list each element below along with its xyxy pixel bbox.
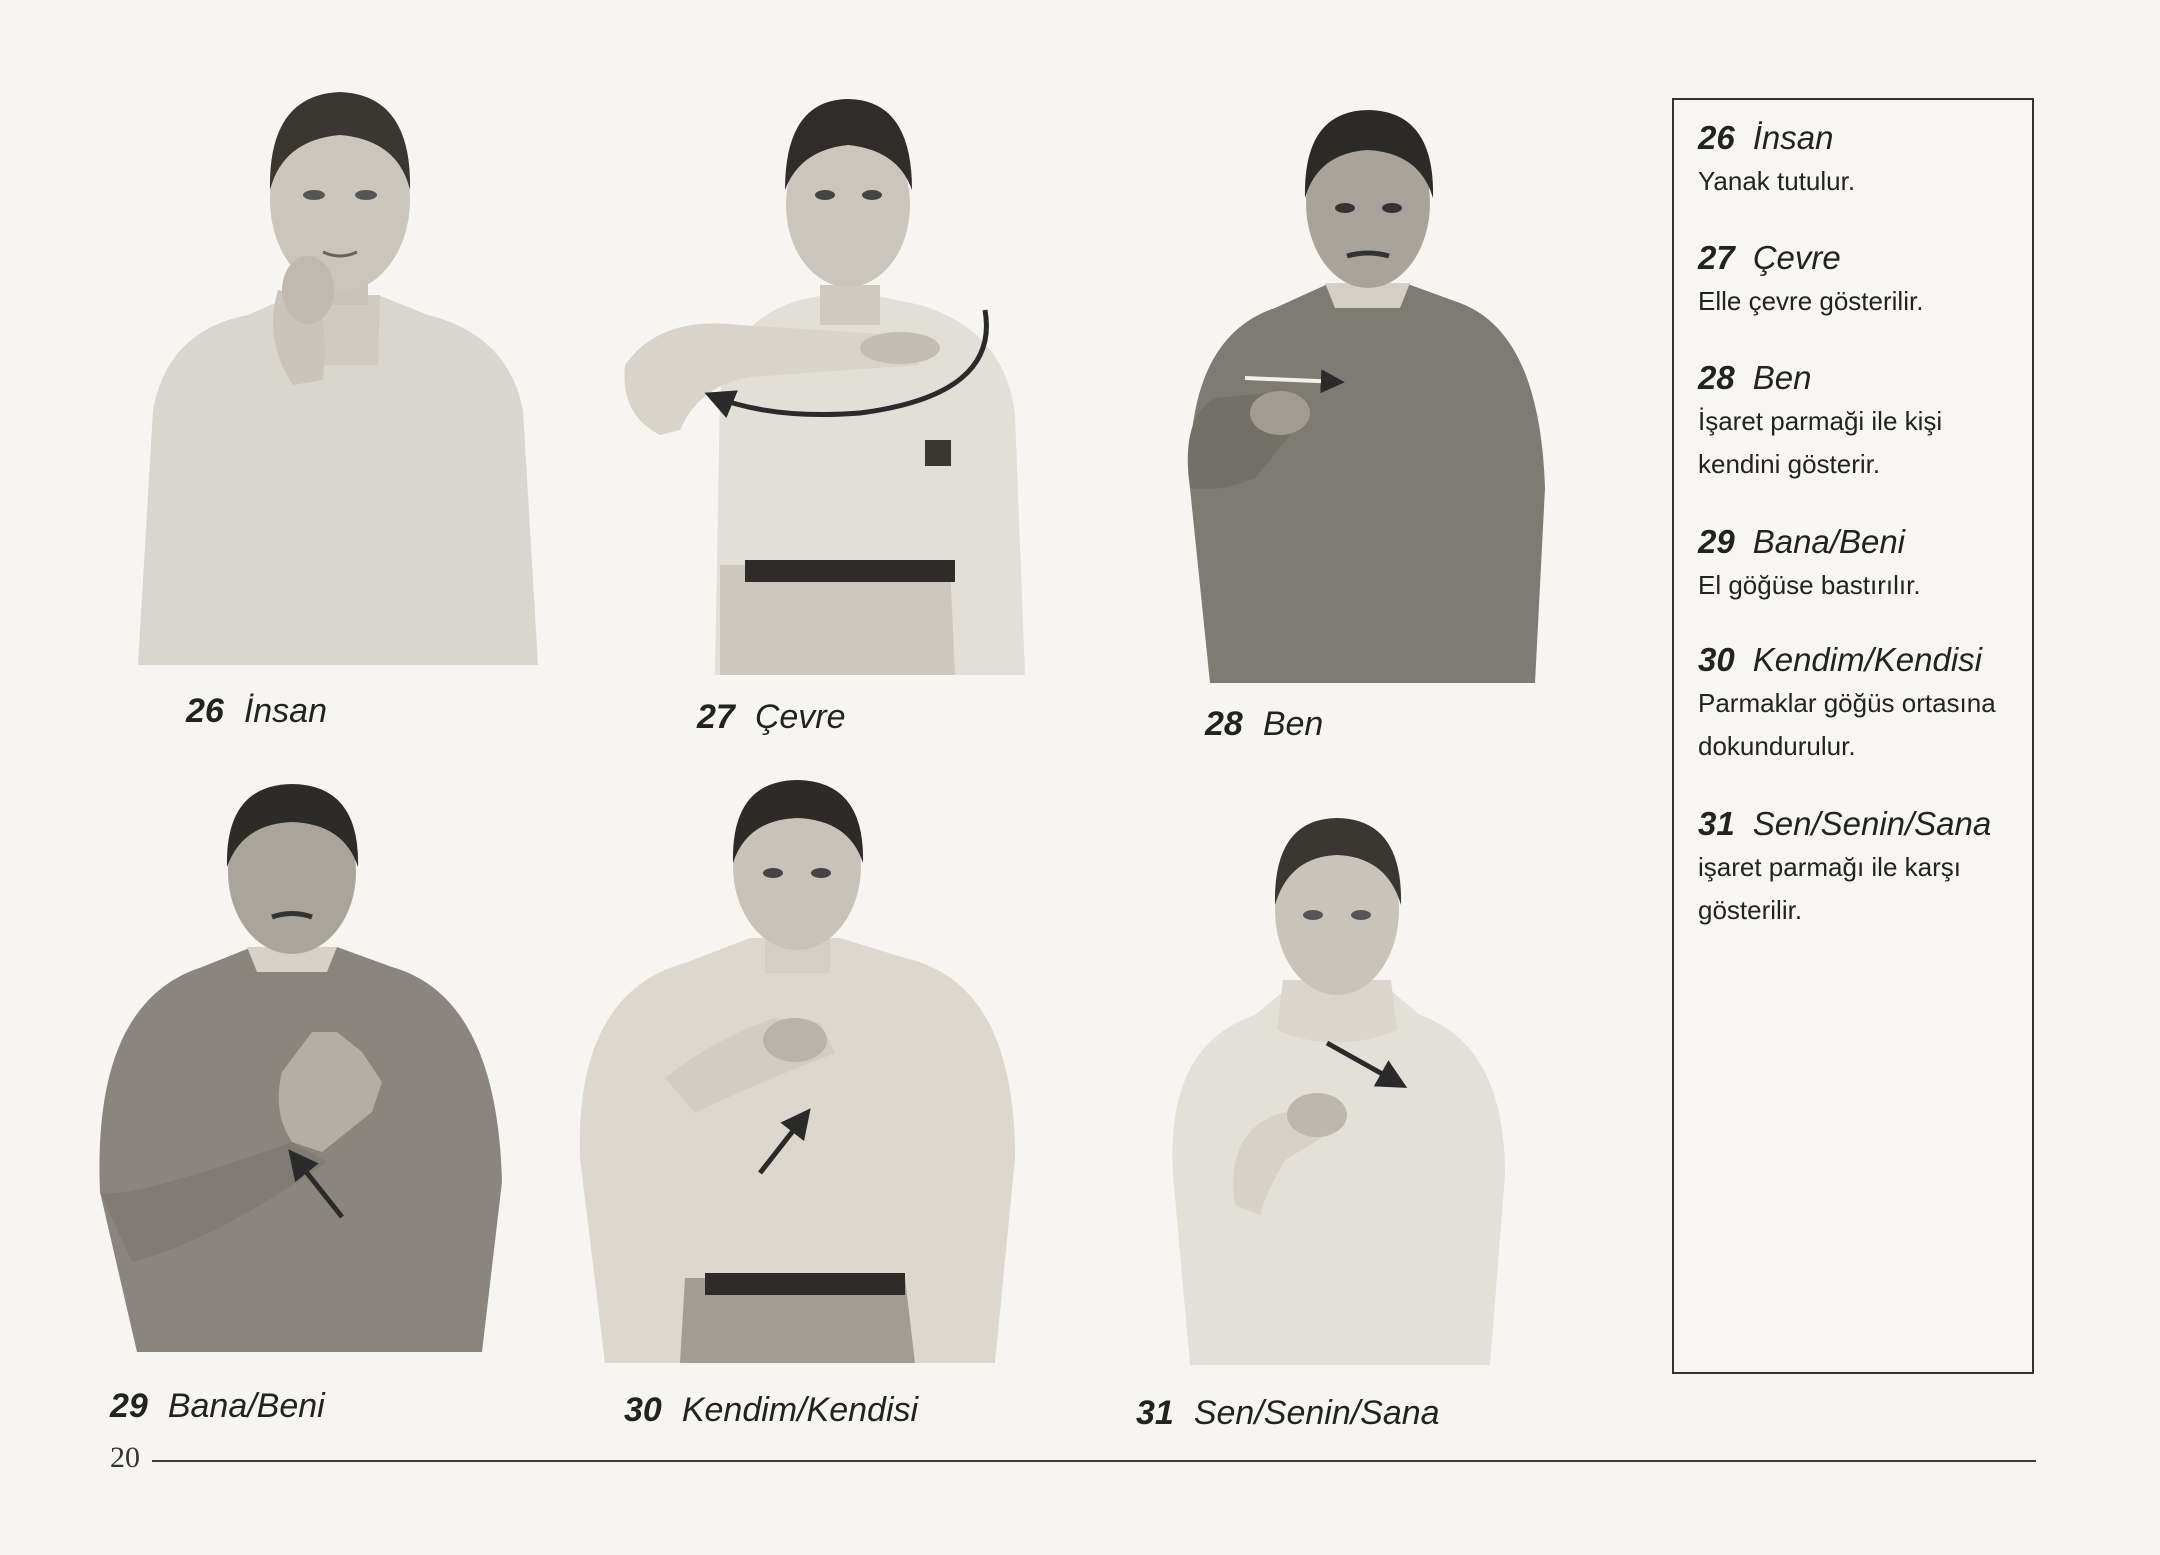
legend-entry-title: 27 Çevre (1698, 239, 1841, 276)
photo-caption: 31 Sen/Senin/Sana (1136, 1394, 1440, 1432)
person-illustration (128, 80, 548, 665)
page-number: 20 (110, 1441, 140, 1474)
person-illustration (1175, 108, 1555, 683)
legend-entry (1698, 358, 2028, 486)
legend-entry (1698, 804, 2028, 932)
legend-entry-title: 31 Sen/Senin/Sana (1698, 805, 1992, 842)
legend-entry (1698, 238, 2028, 323)
person-illustration (1165, 815, 1510, 1365)
legend-box (1672, 98, 2034, 1374)
legend-entry-description: El göğüse bastırılır. (1698, 570, 1921, 600)
person-illustration (575, 778, 1020, 1363)
photo-29-bana-beni (92, 782, 504, 1352)
footer-rule (152, 1460, 2036, 1462)
legend-entry (1698, 640, 2028, 768)
legend-entry-title: 29 Bana/Beni (1698, 523, 1906, 560)
photo-31-sen-senin-sana (1165, 815, 1510, 1365)
photo-caption: 26 İnsan (186, 692, 328, 730)
person-illustration (92, 782, 504, 1352)
photo-27-cevre (620, 95, 1030, 675)
legend-entry-title: 28 Ben (1698, 359, 1812, 396)
legend-entry-title: 30 Kendim/Kendisi (1698, 641, 1983, 678)
legend-entry-description: İşaret parmaği ile kişi kendini gösterir. (1698, 406, 1943, 479)
photo-caption: 29 Bana/Beni (110, 1387, 325, 1425)
photo-30-kendim-kendisi (575, 778, 1020, 1363)
legend-entry-title: 26 İnsan (1698, 119, 1834, 156)
legend-entry (1698, 522, 2028, 607)
photo-caption: 27 Çevre (697, 698, 846, 736)
legend-entry-description: Elle çevre gösterilir. (1698, 286, 1924, 316)
photo-28-ben (1175, 108, 1555, 683)
legend-entry-description: işaret parmağı ile karşı gösterilir. (1698, 852, 1961, 925)
person-illustration (620, 95, 1030, 675)
photo-caption: 28 Ben (1205, 705, 1324, 743)
legend-entry-description: Yanak tutulur. (1698, 166, 1856, 196)
photo-caption: 30 Kendim/Kendisi (624, 1391, 919, 1429)
legend-entry-description: Parmaklar göğüs ortasına dokundurulur. (1698, 688, 1996, 761)
photo-26-insan (128, 80, 548, 665)
legend-entry (1698, 118, 2028, 203)
